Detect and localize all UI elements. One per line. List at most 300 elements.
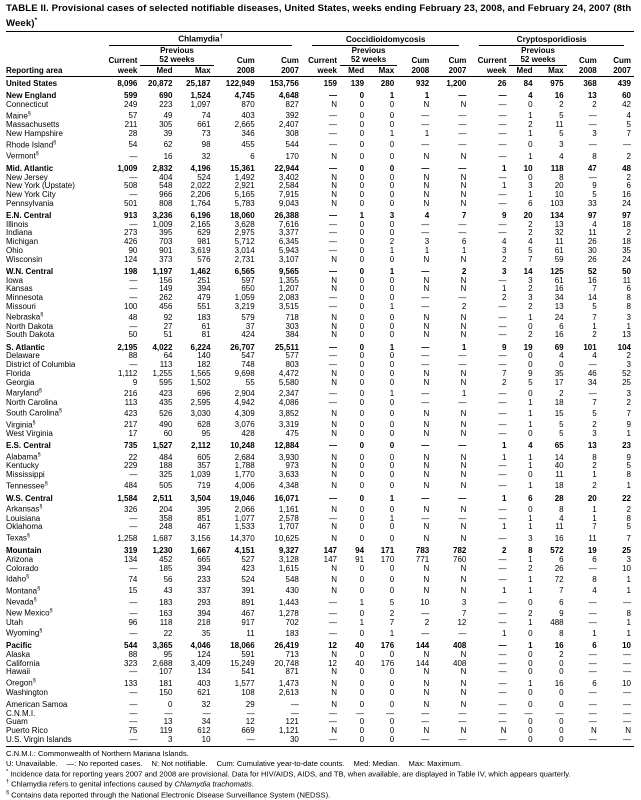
cell: 2,347: [278, 388, 299, 398]
cell: —: [129, 292, 138, 302]
cell: 5: [559, 128, 564, 138]
cell: —: [329, 342, 337, 352]
col-header-52weeks: 52 weeks: [340, 55, 397, 65]
cell: —: [458, 228, 467, 238]
cell: 1,584: [117, 493, 138, 503]
cell: 20,872: [148, 79, 173, 89]
cell: 0: [359, 172, 365, 182]
cell: 1,255: [152, 368, 173, 378]
cell: 4: [592, 351, 597, 361]
cell: 1,687: [152, 533, 173, 543]
cell: 20,748: [274, 658, 299, 668]
cell: 696: [197, 388, 211, 398]
cell: N: [331, 321, 337, 331]
cell: 124: [197, 650, 211, 660]
footnote-marker: *: [6, 768, 9, 775]
cell: 4,046: [190, 641, 211, 651]
row-label: Rhode Island§: [6, 139, 57, 150]
row-label: North Dakota: [6, 321, 54, 331]
cell: —: [458, 708, 467, 718]
cell: —: [498, 100, 507, 110]
cell: 24: [622, 254, 631, 264]
cell: 2: [461, 301, 467, 311]
row-label: E.N. Central: [6, 211, 52, 220]
cell: 12,884: [274, 441, 299, 451]
cell: 15: [128, 586, 138, 596]
cell: —: [498, 699, 507, 709]
cell: 0: [528, 658, 533, 668]
cell: —: [129, 629, 138, 639]
cell: 1,788: [234, 461, 255, 471]
cell: 0: [359, 408, 365, 418]
cell: 1: [461, 342, 467, 352]
cell: 1,097: [190, 100, 211, 110]
cell: 2: [626, 505, 631, 515]
cell: N: [331, 408, 337, 418]
row-label: Delaware: [6, 351, 40, 361]
cell: 3: [502, 266, 507, 276]
cell: 0: [389, 330, 395, 340]
cell: 8: [528, 546, 533, 556]
cell: N: [331, 368, 337, 378]
cell: N: [331, 470, 337, 480]
cell: 73: [201, 128, 211, 138]
cell: 3: [559, 140, 564, 150]
disease-name: Coccidioidomycosis: [312, 35, 459, 46]
cell: N: [423, 650, 430, 660]
cell: 827: [285, 100, 299, 110]
cell: N: [460, 100, 467, 110]
cell: 18: [554, 397, 564, 407]
cell: 1,524: [190, 91, 211, 101]
cell: 426: [124, 237, 138, 247]
cell: N: [423, 725, 430, 735]
cell: 424: [241, 330, 255, 340]
cell: N: [423, 312, 430, 322]
cell: N: [423, 461, 430, 471]
cell: 771: [415, 554, 430, 564]
cell: 1: [502, 452, 507, 462]
cell: 1: [359, 597, 365, 607]
cell: 0: [528, 172, 533, 182]
table-row: [6, 419, 634, 430]
cell: 7,915: [278, 190, 299, 199]
row-footnote-marker: §: [39, 628, 43, 635]
cell: 149: [159, 284, 173, 294]
footnote-note: § Contains data reported through the National Electronic Disease Surveillance System (NEDSS).: [6, 790, 331, 800]
cell: 51: [163, 330, 173, 340]
cell: —: [329, 360, 337, 370]
cell: 0: [528, 388, 533, 398]
cell: 1: [626, 428, 631, 438]
row-label: Idaho§: [6, 574, 30, 584]
cell: —: [498, 428, 507, 438]
cell: —: [421, 513, 430, 523]
cell: 2,206: [190, 190, 211, 199]
cell: N: [460, 725, 467, 735]
cell: —: [329, 128, 337, 138]
cell: —: [498, 420, 507, 430]
cell: 0: [389, 254, 395, 264]
table-row: [6, 277, 634, 286]
table-row: [6, 110, 634, 121]
cell: 595: [159, 377, 173, 387]
cell: 46: [587, 368, 597, 378]
cell: 3,402: [278, 172, 299, 182]
cell: 2,904: [234, 388, 255, 398]
cell: N: [460, 408, 467, 418]
table-row: [6, 361, 634, 370]
notifiable-table: [6, 33, 634, 744]
cell: 2,165: [190, 219, 211, 229]
table-row: [6, 191, 634, 200]
cell: 0: [359, 342, 365, 352]
row-footnote-marker: §: [44, 480, 48, 487]
cell: 713: [285, 650, 299, 660]
cell: —: [498, 574, 507, 584]
disease-header-3: [469, 33, 634, 46]
cell: 2: [626, 351, 631, 361]
cell: 0: [389, 563, 395, 573]
cell: 0: [559, 360, 564, 370]
row-label: New York (Upstate): [6, 181, 75, 191]
cell: 0: [359, 120, 365, 130]
cell: 29: [245, 699, 255, 709]
cell: 49: [163, 111, 173, 121]
legend-item: Cum: Cumulative year-to-date counts.: [216, 758, 345, 768]
cell: —: [164, 708, 173, 718]
cell: 2: [502, 292, 507, 302]
cell: 16,071: [274, 493, 299, 503]
cell: —: [329, 441, 337, 451]
cell: 0: [528, 100, 533, 110]
cell: 384: [285, 330, 299, 340]
cell: 1,161: [278, 505, 299, 515]
cell: 6: [592, 641, 597, 651]
cell: 12: [457, 617, 467, 627]
cell: 548: [159, 181, 173, 191]
cell: 8: [626, 301, 631, 311]
col-header-week: week: [469, 65, 509, 77]
table-row: [6, 627, 634, 638]
cell: 50: [128, 330, 138, 340]
row-label: New Mexico§: [6, 608, 53, 618]
cell: 185: [159, 563, 173, 573]
cell: N: [460, 687, 467, 697]
col-header-previous: Previous: [160, 46, 194, 56]
cell: 5,580: [278, 377, 299, 387]
col-header-med: Med: [140, 65, 175, 77]
cell: 249: [124, 100, 138, 110]
cell: 34: [201, 717, 211, 727]
cell: —: [329, 397, 337, 407]
cell: 0: [389, 428, 395, 438]
table-row: [6, 660, 634, 669]
cell: 118: [550, 163, 564, 173]
cell: N: [331, 100, 337, 110]
cell: —: [498, 91, 507, 101]
cell: —: [246, 734, 255, 744]
cell: 43: [163, 586, 173, 596]
cell: 544: [124, 641, 138, 651]
cell: 1: [461, 245, 467, 255]
cell: 3: [626, 388, 631, 398]
cell: —: [498, 717, 507, 727]
cell: 22,944: [274, 163, 299, 173]
cell: N: [331, 533, 337, 543]
cell: 2: [626, 172, 631, 182]
cell: —: [421, 493, 430, 503]
cell: 42: [622, 100, 631, 110]
table-row: [6, 379, 634, 388]
cell: 10: [622, 641, 631, 651]
cell: 229: [124, 461, 138, 471]
cell: 2,975: [234, 228, 255, 238]
cell: 20: [554, 181, 564, 191]
cell: 7: [389, 617, 395, 627]
cell: 760: [453, 554, 467, 564]
cell: —: [329, 266, 337, 276]
cell: 1: [502, 181, 507, 191]
cell: 4: [592, 586, 597, 596]
row-label: Ohio: [6, 245, 23, 255]
table-row: [6, 491, 634, 503]
table-row: [6, 340, 634, 352]
cell: 150: [159, 687, 173, 697]
table-row: [6, 89, 634, 101]
cell: —: [329, 237, 337, 247]
cell: 0: [389, 441, 395, 451]
cell: 95: [163, 650, 173, 660]
header-row-diseases: [6, 33, 634, 46]
row-label: Tennessee§: [6, 480, 48, 491]
cell: —: [498, 172, 507, 182]
cell: 8: [559, 629, 564, 639]
row-label: Arkansas§: [6, 504, 43, 515]
cell: 2,578: [278, 513, 299, 523]
cell: 1,533: [234, 522, 255, 532]
table-title: [6, 3, 634, 29]
cell: 52: [622, 368, 631, 378]
cell: 6: [559, 554, 564, 564]
cell: 0: [359, 420, 365, 430]
cell: 3,030: [190, 408, 211, 418]
row-label: Arizona: [6, 554, 34, 564]
cell: 7: [626, 408, 631, 418]
cell: 0: [359, 368, 365, 378]
cell: 3,014: [234, 245, 255, 255]
cell: 0: [559, 699, 564, 709]
row-label: Pennsylvania: [6, 198, 54, 208]
cell: —: [329, 513, 337, 523]
cell: —: [329, 617, 337, 627]
table-row: [6, 596, 634, 607]
table-row: [6, 247, 634, 256]
cell: —: [329, 228, 337, 238]
cell: 703: [159, 237, 173, 247]
cell: 1,443: [278, 597, 299, 607]
cell: —: [623, 699, 631, 709]
cell: 0: [389, 408, 395, 418]
cell: 4,472: [278, 368, 299, 378]
cell: 0: [389, 228, 395, 238]
cell: 871: [285, 667, 299, 677]
cell: 8: [626, 470, 631, 480]
col-header-max: Max: [536, 65, 567, 77]
cell: 16: [554, 91, 564, 101]
cell: 3: [626, 312, 631, 322]
cell: N: [423, 254, 430, 264]
cell: 0: [389, 198, 395, 208]
cell: 4: [626, 111, 631, 121]
cell: N: [423, 151, 430, 161]
row-label: Pacific: [6, 641, 32, 651]
cell: —: [588, 140, 597, 150]
cell: 505: [159, 481, 173, 491]
cell: N: [460, 321, 467, 331]
cell: 1: [359, 211, 365, 220]
cell: 0: [389, 284, 395, 294]
cell: N: [423, 667, 430, 677]
cell: N: [423, 481, 430, 491]
cell: 0: [359, 190, 365, 199]
cell: 391: [241, 586, 255, 596]
cell: N: [423, 377, 430, 387]
cell: —: [498, 505, 507, 515]
col-header-current: Current: [477, 56, 507, 66]
cell: —: [588, 667, 597, 677]
cell: 0: [528, 667, 533, 677]
table-row: [6, 161, 634, 173]
col-header-max: Max: [175, 65, 213, 77]
cell: —: [329, 708, 337, 718]
cell: 10: [420, 597, 430, 607]
cell: 5,165: [234, 190, 255, 199]
cell: N: [423, 699, 430, 709]
cell: 423: [124, 408, 138, 418]
cell: 0: [528, 321, 533, 331]
cell: 0: [559, 717, 564, 727]
cell: N: [423, 198, 430, 208]
cell: 3: [168, 734, 173, 744]
row-footnote-marker: §: [58, 408, 62, 415]
cell: 97: [622, 211, 631, 220]
cell: 11: [588, 228, 597, 238]
row-group: [6, 264, 634, 340]
cell: 14: [523, 266, 533, 276]
cell: 0: [389, 181, 395, 191]
cell: N: [423, 275, 430, 285]
cell: 0: [359, 717, 365, 727]
col-header-med: Med: [340, 65, 367, 77]
cell: —: [421, 342, 430, 352]
row-label: Hawaii: [6, 667, 31, 677]
cell: —: [498, 513, 507, 523]
table-row: [6, 130, 634, 139]
cell: —: [498, 330, 507, 340]
cell: 548: [285, 574, 299, 584]
row-label: North Carolina: [6, 397, 58, 407]
cell: 0: [359, 292, 365, 302]
header-spacer: [600, 46, 634, 55]
cell: 4,151: [234, 546, 255, 556]
cell: 1: [626, 586, 631, 596]
row-label: Virginia§: [6, 419, 36, 430]
cell: —: [588, 120, 597, 130]
legend-item: Max: Maximum.: [408, 758, 463, 768]
table-row: [6, 556, 634, 565]
cell: 1: [528, 586, 533, 596]
cell: 4,196: [190, 163, 211, 173]
cell: 0: [359, 275, 365, 285]
cell: 0: [389, 481, 395, 491]
cell: N: [331, 678, 337, 688]
cell: 22: [128, 452, 138, 462]
row-label: Louisiana: [6, 513, 41, 523]
cell: 39: [163, 128, 173, 138]
col-header-current: Current: [108, 56, 138, 66]
cell: N: [423, 420, 430, 430]
cell: —: [623, 687, 631, 697]
cell: 1,278: [278, 608, 299, 618]
cell: 0: [389, 586, 395, 596]
row-footnote-marker: §: [49, 608, 53, 615]
cell: —: [498, 120, 507, 130]
cell: 0: [389, 111, 395, 121]
cell: —: [498, 678, 507, 688]
cell: —: [129, 708, 138, 718]
cell: 0: [359, 505, 365, 515]
cell: N: [460, 284, 467, 294]
cell: —: [129, 717, 138, 727]
title-footnote-marker: *: [34, 16, 38, 24]
cell: —: [498, 301, 507, 311]
row-footnote-marker: §: [37, 585, 41, 592]
cell: 17: [128, 428, 138, 438]
cell: 28: [554, 493, 564, 503]
cell: N: [423, 574, 430, 584]
cell: —: [588, 658, 597, 668]
cell: —: [498, 128, 507, 138]
col-header-2008: 2008: [397, 65, 432, 77]
cell: 2,613: [278, 687, 299, 697]
cell: 0: [528, 687, 533, 697]
cell: 508: [124, 181, 138, 191]
cell: 1: [502, 284, 507, 294]
cell: 104: [617, 342, 631, 352]
cell: 1: [502, 163, 507, 173]
cell: 524: [197, 172, 211, 182]
row-footnote-marker: §: [33, 596, 37, 603]
cell: 373: [159, 254, 173, 264]
cell: N: [460, 470, 467, 480]
cell: 19: [587, 546, 597, 556]
cell: 2: [528, 219, 533, 229]
cell: 4,309: [234, 408, 255, 418]
cell: N: [460, 275, 467, 285]
cell: 981: [197, 237, 211, 247]
cell: 5: [626, 120, 631, 130]
table-row: [6, 668, 634, 677]
cell: N: [331, 505, 337, 515]
cell: —: [498, 408, 507, 418]
cell: 1: [528, 574, 533, 584]
cell: 59: [554, 254, 564, 264]
cell: 4: [528, 91, 533, 101]
cell: 147: [323, 546, 337, 556]
cell: 357: [197, 461, 211, 471]
cell: 3: [528, 275, 533, 285]
